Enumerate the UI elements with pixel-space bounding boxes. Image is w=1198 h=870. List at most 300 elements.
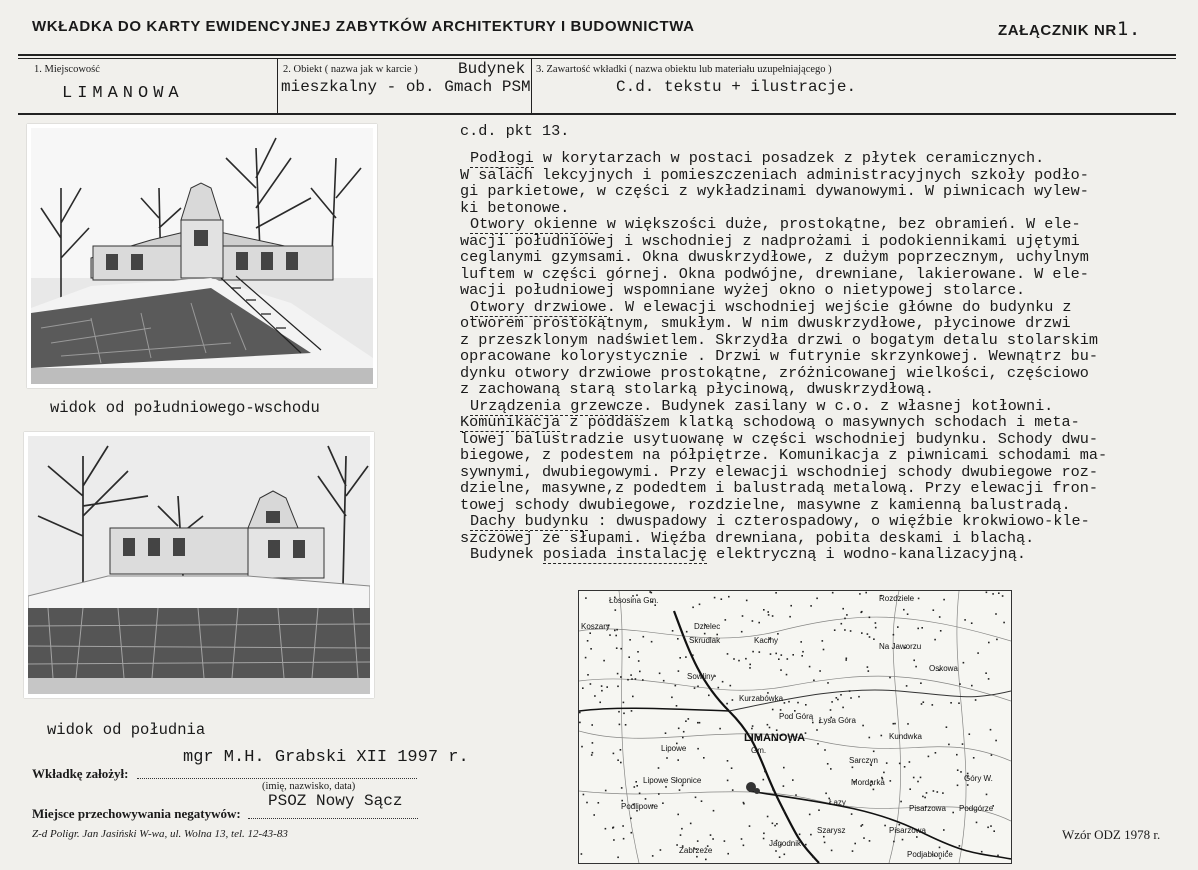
map-building-dot xyxy=(594,695,596,697)
map-building-dot xyxy=(921,627,923,629)
map-building-dot xyxy=(775,653,777,655)
text-segment: wacji południowej wspomniane wyżej okno o nietypowej stolarce. xyxy=(460,281,1026,299)
map-building-dot xyxy=(763,779,765,781)
map-building-dot xyxy=(685,656,687,658)
map-building-dot xyxy=(883,772,885,774)
content-label: 3. Zawartość wkładki ( nazwa obiektu lub materiału uzupełniającego ) xyxy=(536,64,832,75)
map-building-dot xyxy=(728,596,730,598)
map-building-dot xyxy=(581,853,583,855)
map-building-dot xyxy=(638,660,640,662)
map-building-dot xyxy=(617,673,619,675)
underlined-term: posiada instalację xyxy=(542,545,707,563)
location-map xyxy=(578,590,1012,864)
map-building-dot xyxy=(742,615,744,617)
text-line xyxy=(460,480,1195,497)
map-building-dot xyxy=(697,686,699,688)
map-building-dot xyxy=(589,632,591,634)
map-building-dot xyxy=(774,825,776,827)
map-building-dot xyxy=(998,592,1000,594)
map-building-dot xyxy=(964,619,966,621)
map-building-dot xyxy=(960,771,962,773)
map-building-dot xyxy=(614,630,616,632)
map-building-dot xyxy=(869,840,871,842)
map-building-dot xyxy=(676,844,678,846)
text-segment: wacji południowej i wschodniej z nadprożami i podokiennikami ujętymi xyxy=(460,231,1080,250)
text-segment: szczowej ze słupami. Więźba drewniana, pobita deskami i blachą. xyxy=(460,528,1035,547)
map-building-dot xyxy=(923,701,925,703)
map-building-dot xyxy=(837,699,839,701)
map-label: Koszary xyxy=(581,622,610,631)
author-label: Wkładkę założył: xyxy=(32,766,129,781)
map-building-dot xyxy=(907,723,909,725)
map-building-dot xyxy=(619,724,621,726)
map-building-dot xyxy=(894,723,896,725)
map-building-dot xyxy=(770,653,772,655)
map-building-dot xyxy=(675,685,677,687)
map-label: Mordarka xyxy=(851,778,885,787)
map-building-dot xyxy=(712,838,714,840)
map-building-dot xyxy=(992,593,994,595)
map-building-dot xyxy=(792,654,794,656)
map-building-dot xyxy=(724,840,726,842)
map-building-dot xyxy=(784,702,786,704)
map-label: Skrudlak xyxy=(689,636,721,645)
map-building-dot xyxy=(934,639,936,641)
map-building-dot xyxy=(719,728,721,730)
map-building-dot xyxy=(652,855,654,857)
map-building-dot xyxy=(886,762,888,764)
map-building-dot xyxy=(784,811,786,813)
typed-text-block xyxy=(460,150,1195,563)
map-label: Łysa Góra xyxy=(819,716,856,725)
text-segment: z poddaszem klatką schodową o masywnych schodach i meta- xyxy=(560,413,1080,431)
map-building-dot xyxy=(699,604,701,606)
map-building-dot xyxy=(800,641,802,643)
map-building-dot xyxy=(678,728,680,730)
map-building-dot xyxy=(952,812,954,814)
text-line xyxy=(460,513,1195,530)
map-building-dot xyxy=(634,786,636,788)
map-building-dot xyxy=(662,802,664,804)
text-line xyxy=(460,167,1195,184)
map-building-dot xyxy=(585,597,587,599)
map-building-dot xyxy=(659,673,661,675)
map-building-dot xyxy=(903,609,905,611)
map-building-dot xyxy=(997,855,999,857)
map-building-dot xyxy=(971,622,973,624)
map-building-dot xyxy=(779,856,781,858)
map-building-dot xyxy=(844,629,846,631)
map-label: Na Jaworzu xyxy=(879,642,922,651)
map-building-dot xyxy=(943,599,945,601)
map-building-dot xyxy=(642,679,644,681)
map-building-dot xyxy=(913,777,915,779)
map-building-dot xyxy=(672,630,674,632)
map-building-dot xyxy=(869,617,871,619)
map-building-dot xyxy=(812,856,814,858)
map-building-dot xyxy=(697,722,699,724)
map-label: Kundwka xyxy=(889,732,922,741)
map-label: Pisarzowa xyxy=(909,804,946,813)
map-building-dot xyxy=(858,696,860,698)
map-building-dot xyxy=(749,667,751,669)
map-building-dot xyxy=(592,742,594,744)
map-building-dot xyxy=(849,690,851,692)
map-building-dot xyxy=(995,613,997,615)
map-building-dot xyxy=(939,616,941,618)
underlined-term: Podłogi xyxy=(470,149,534,167)
text-line xyxy=(460,497,1195,514)
map-building-dot xyxy=(632,696,634,698)
map-building-dot xyxy=(846,658,848,660)
map-building-dot xyxy=(631,710,633,712)
map-building-dot xyxy=(783,785,785,787)
text-segment: sywnymi, dwubiegowymi. Przy elewacji wschodniej schody dwubiegowe roz- xyxy=(460,462,1098,481)
map-building-dot xyxy=(959,683,961,685)
photo-south-view xyxy=(24,432,374,698)
map-building-dot xyxy=(990,825,992,827)
map-building-dot xyxy=(988,678,990,680)
form-code: Wzór ODZ 1978 r. xyxy=(1062,827,1161,842)
map-building-dot xyxy=(924,797,926,799)
map-building-dot xyxy=(863,837,865,839)
text-segment: opracowane kolorystycznie . Drzwi w futrynie skrzynkowej. Wewnątrz bu- xyxy=(460,347,1098,365)
map-building-dot xyxy=(680,834,682,836)
map-building-dot xyxy=(721,598,723,600)
map-building-dot xyxy=(631,678,633,680)
map-building-dot xyxy=(639,671,641,673)
map-building-dot xyxy=(651,592,653,594)
map-building-dot xyxy=(818,809,820,811)
text-segment: w większości duże, prostokątne, bez obramień. W ele- xyxy=(597,215,1081,233)
map-building-dot xyxy=(617,686,619,688)
map-building-dot xyxy=(676,705,678,707)
map-building-dot xyxy=(869,636,871,638)
map-building-dot xyxy=(645,798,647,800)
map-building-dot xyxy=(767,816,769,818)
map-building-dot xyxy=(890,780,892,782)
text-segment: z zachowaną starą stolarką płycinową, dwuskrzydłową. xyxy=(460,380,934,398)
map-building-dot xyxy=(780,709,782,711)
map-building-dot xyxy=(816,729,818,731)
map-building-dot xyxy=(730,685,732,687)
map-building-dot xyxy=(658,767,660,769)
map-building-dot xyxy=(957,785,959,787)
map-building-dot xyxy=(777,633,779,635)
map-building-dot xyxy=(946,726,948,728)
map-building-dot xyxy=(772,789,774,791)
map-building-dot xyxy=(681,828,683,830)
map-building-dot xyxy=(991,754,993,756)
photo-southeast-view xyxy=(27,124,377,388)
map-building-dot xyxy=(635,781,637,783)
map-building-dot xyxy=(613,753,615,755)
map-building-dot xyxy=(841,623,843,625)
map-building-dot xyxy=(915,666,917,668)
map-building-dot xyxy=(825,793,827,795)
map-building-dot xyxy=(631,832,633,834)
map-building-dot xyxy=(620,648,622,650)
map-building-dot xyxy=(801,655,803,657)
text-segment: otworem prostokątnym, smukłym. W nim dwuskrzydłowe, płycinowe drzwi xyxy=(460,314,1071,332)
photo-southeast-image xyxy=(31,128,373,384)
map-building-dot xyxy=(671,697,673,699)
map-building-dot xyxy=(612,827,614,829)
map-building-dot xyxy=(873,789,875,791)
map-building-dot xyxy=(993,830,995,832)
map-building-dot xyxy=(620,676,622,678)
map-building-dot xyxy=(599,702,601,704)
map-building-dot xyxy=(939,847,941,849)
map-building-dot xyxy=(973,757,975,759)
header-bottom-rule xyxy=(18,113,1176,115)
map-building-dot xyxy=(733,658,735,660)
map-building-dot xyxy=(695,797,697,799)
map-building-dot xyxy=(623,702,625,704)
map-building-dot xyxy=(699,722,701,724)
map-building-dot xyxy=(703,757,705,759)
map-building-dot xyxy=(873,751,875,753)
map-building-dot xyxy=(751,728,753,730)
text-segment: : dwuspadowy i czterospadowy, o więźbie krokwiowo-kle- xyxy=(588,512,1090,530)
text-segment: Budynek xyxy=(470,545,543,563)
map-building-dot xyxy=(851,813,853,815)
map-building-dot xyxy=(697,840,699,842)
author-dotted-line xyxy=(137,778,417,779)
map-building-dot xyxy=(637,651,639,653)
map-building-dot xyxy=(810,605,812,607)
map-building-dot xyxy=(920,777,922,779)
text-segment: elektryczną i wodno-kanalizacyjną. xyxy=(706,545,1026,563)
map-building-dot xyxy=(977,652,979,654)
underlined-term: Otwory okienne xyxy=(470,215,598,233)
text-line xyxy=(460,266,1195,283)
map-building-dot xyxy=(988,642,990,644)
map-building-dot xyxy=(824,749,826,751)
map-building-dot xyxy=(635,678,637,680)
map-building-dot xyxy=(842,707,844,709)
map-building-dot xyxy=(772,823,774,825)
photo-south-image xyxy=(28,436,370,694)
map-building-dot xyxy=(861,611,863,613)
underlined-term: Komunikacja xyxy=(460,413,561,431)
map-building-dot xyxy=(752,620,754,622)
map-building-dot xyxy=(827,763,829,765)
text-line xyxy=(460,447,1195,464)
map-label: Łazy xyxy=(829,798,846,807)
map-building-dot xyxy=(628,656,630,658)
map-building-dot xyxy=(746,600,748,602)
map-building-dot xyxy=(694,687,696,689)
storage-dotted-line xyxy=(248,818,418,819)
text-line xyxy=(460,398,1195,415)
map-building-dot xyxy=(741,631,743,633)
text-line xyxy=(460,233,1195,250)
map-building-dot xyxy=(948,744,950,746)
map-building-dot xyxy=(625,724,627,726)
map-building-dot xyxy=(889,677,891,679)
map-building-dot xyxy=(780,669,782,671)
text-heading: c.d. pkt 13. xyxy=(460,122,570,140)
map-building-dot xyxy=(743,845,745,847)
map-building-dot xyxy=(630,674,632,676)
map-building-dot xyxy=(727,760,729,762)
map-building-dot xyxy=(975,699,977,701)
map-label: Lipowe Słopnice xyxy=(643,776,702,785)
map-building-dot xyxy=(933,790,935,792)
text-segment: towej schody dwubiegowe, rozdzielne, masywne z kamienną balustradą. xyxy=(460,495,1071,514)
map-building-dot xyxy=(775,592,777,594)
map-building-dot xyxy=(726,703,728,705)
map-building-dot xyxy=(906,685,908,687)
map-building-dot xyxy=(620,749,622,751)
map-building-dot xyxy=(916,836,918,838)
map-building-dot xyxy=(677,814,679,816)
top-rule xyxy=(18,54,1176,56)
map-building-dot xyxy=(590,648,592,650)
map-building-dot xyxy=(899,763,901,765)
map-building-dot xyxy=(783,767,785,769)
map-building-dot xyxy=(731,767,733,769)
map-building-dot xyxy=(932,704,934,706)
map-building-dot xyxy=(759,651,761,653)
map-building-dot xyxy=(692,654,694,656)
text-line xyxy=(460,150,1195,167)
map-building-dot xyxy=(873,638,875,640)
map-building-dot xyxy=(767,611,769,613)
map-building-dot xyxy=(683,636,685,638)
map-building-dot xyxy=(922,796,924,798)
text-segment: gi parkietowe, w części z wykładzinami dywanowymi. W piwnicach wylew- xyxy=(460,182,1089,200)
map-building-dot xyxy=(969,733,971,735)
map-building-dot xyxy=(862,725,864,727)
map-building-dot xyxy=(685,720,687,722)
map-building-dot xyxy=(943,829,945,831)
map-building-dot xyxy=(714,597,716,599)
map-building-dot xyxy=(981,851,983,853)
text-line xyxy=(460,414,1195,431)
map-building-dot xyxy=(957,769,959,771)
map-building-dot xyxy=(799,834,801,836)
text-line xyxy=(460,200,1195,217)
storage-value: PSOZ Nowy Sącz xyxy=(268,792,403,810)
map-label: Podjabłonice xyxy=(907,850,953,859)
map-building-dot xyxy=(830,768,832,770)
map-building-dot xyxy=(767,724,769,726)
map-building-dot xyxy=(763,609,765,611)
map-building-dot xyxy=(986,794,988,796)
map-building-dot xyxy=(816,598,818,600)
text-segment: ceglanymi gzymsami. Okna dwuskrzydłowe, z dużym poprzecznym, uchylnym xyxy=(460,248,1089,266)
map-building-dot xyxy=(917,781,919,783)
map-label: Oskowa xyxy=(929,664,958,673)
map-building-dot xyxy=(592,752,594,754)
map-building-dot xyxy=(902,839,904,841)
map-building-dot xyxy=(665,786,667,788)
map-label: Kaciny xyxy=(754,636,779,645)
map-label: Kurzabówka xyxy=(739,694,784,703)
map-building-dot xyxy=(918,598,920,600)
map-building-dot xyxy=(893,634,895,636)
map-building-dot xyxy=(850,697,852,699)
map-building-dot xyxy=(776,729,778,731)
map-building-dot xyxy=(678,670,680,672)
text-segment: . Budynek zasilany w c.o. z własnej kotłowni. xyxy=(643,396,1054,415)
annex-number xyxy=(998,18,1141,40)
map-building-dot xyxy=(718,687,720,689)
map-label: Zabrzeże xyxy=(679,846,713,855)
map-building-dot xyxy=(834,629,836,631)
map-building-dot xyxy=(881,735,883,737)
map-building-dot xyxy=(591,754,593,756)
map-building-dot xyxy=(583,794,585,796)
map-label: Szarysz xyxy=(817,826,846,835)
map-building-dot xyxy=(658,793,660,795)
map-building-dot xyxy=(732,789,734,791)
map-building-dot xyxy=(708,695,710,697)
map-building-dot xyxy=(665,732,667,734)
map-building-dot xyxy=(713,810,715,812)
map-building-dot xyxy=(942,792,944,794)
map-building-dot xyxy=(959,845,961,847)
map-building-dot xyxy=(787,658,789,660)
map-building-dot xyxy=(846,614,848,616)
map-building-dot xyxy=(616,647,618,649)
map-label: Rozdziele xyxy=(879,594,915,603)
storage-label: Miejsce przechowywania negatywów: xyxy=(32,806,241,821)
map-building-dot xyxy=(690,823,692,825)
map-building-dot xyxy=(1002,595,1004,597)
map-building-dot xyxy=(732,699,734,701)
map-building-dot xyxy=(832,592,834,594)
map-building-dot xyxy=(840,694,842,696)
map-building-dot xyxy=(692,607,694,609)
map-label: LIMANOWA xyxy=(744,732,806,744)
map-building-dot xyxy=(827,682,829,684)
map-building-dot xyxy=(579,712,581,714)
map-building-dot xyxy=(763,838,765,840)
map-building-dot xyxy=(875,622,877,624)
map-building-dot xyxy=(904,766,906,768)
text-segment: W salach lekcyjnych i pomieszczeniach administracyjnych szkoły podło- xyxy=(460,165,1089,184)
map-building-dot xyxy=(897,626,899,628)
map-building-dot xyxy=(813,680,815,682)
text-line xyxy=(460,249,1195,266)
map-building-dot xyxy=(743,802,745,804)
map-building-dot xyxy=(775,850,777,852)
map-building-dot xyxy=(591,724,593,726)
map-building-dot xyxy=(581,746,583,748)
map-building-dot xyxy=(605,828,607,830)
locality-value: LIMANOWA xyxy=(62,84,184,103)
map-building-dot xyxy=(971,685,973,687)
map-building-dot xyxy=(623,713,625,715)
map-building-dot xyxy=(937,791,939,793)
map-building-dot xyxy=(617,759,619,761)
map-building-dot xyxy=(617,857,619,859)
text-segment: . W elewacji wschodniej wejście główne do budynku z xyxy=(606,297,1072,316)
map-building-dot xyxy=(805,844,807,846)
text-line xyxy=(460,183,1195,200)
map-building-dot xyxy=(710,834,712,836)
text-line xyxy=(460,282,1195,299)
map-building-dot xyxy=(823,836,825,838)
map-building-dot xyxy=(812,722,814,724)
map-building-dot xyxy=(768,614,770,616)
map-building-dot xyxy=(805,704,807,706)
map-building-dot xyxy=(907,613,909,615)
map-building-dot xyxy=(788,701,790,703)
